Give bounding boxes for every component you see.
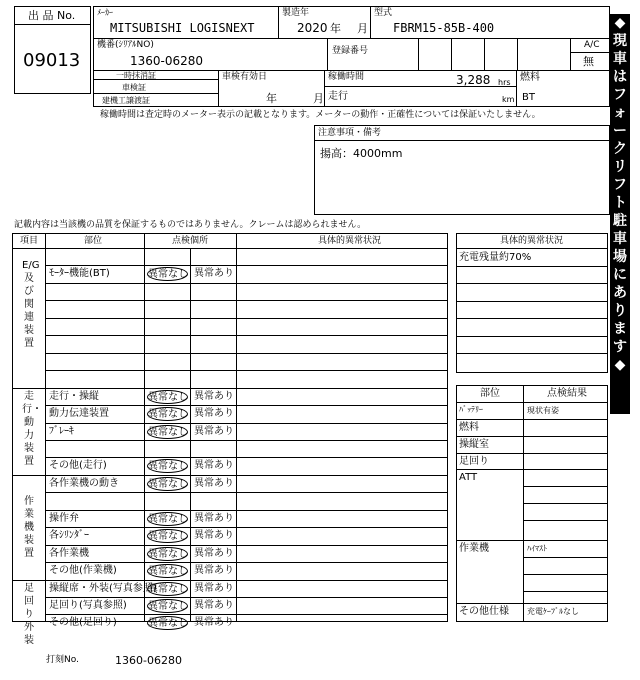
no-abnormality-option[interactable]: 異常なし bbox=[148, 391, 188, 403]
part-label: 各ｼﾘﾝﾀﾞｰ bbox=[49, 530, 89, 542]
no-abnormality-option[interactable]: 異常なし bbox=[148, 618, 188, 630]
no-abnormality-option[interactable]: 異常なし bbox=[148, 478, 188, 490]
no-abnormality-option[interactable]: 異常なし bbox=[148, 461, 188, 473]
result-part: 作業機 bbox=[459, 543, 489, 554]
part-label: 操作弁 bbox=[49, 512, 79, 524]
temp-cancel-label: 一時抹消証 bbox=[116, 71, 156, 80]
no-abnormality-option[interactable]: 異常なし bbox=[148, 566, 188, 578]
result-part: ATT bbox=[459, 472, 478, 483]
model-label: 型式 bbox=[374, 8, 393, 18]
abnormality-option[interactable]: 異常あり bbox=[194, 512, 234, 524]
part-label: その他(作業機) bbox=[49, 565, 117, 577]
ac-label: A/C bbox=[584, 40, 600, 50]
result-part: 操縦室 bbox=[459, 439, 489, 450]
part-label: 走行・操縦 bbox=[49, 390, 99, 402]
inspection-month-unit: 月 bbox=[313, 92, 324, 105]
inspection-valid-label: 車検有効日 bbox=[222, 72, 268, 82]
abnormality-option[interactable]: 異常あり bbox=[194, 530, 234, 542]
header-check-point: 点検個所 bbox=[172, 236, 209, 246]
part-label: ﾌﾞﾚｰｷ bbox=[49, 425, 74, 437]
hours-unit: hrs bbox=[498, 78, 511, 87]
no-abnormality-option[interactable]: 異常なし bbox=[148, 426, 188, 438]
part-label: 各作業機の動き bbox=[49, 477, 119, 489]
section-title: E/G及び関連装置 bbox=[22, 260, 40, 350]
hours-label: 稼働時間 bbox=[328, 72, 365, 82]
header-part: 部位 bbox=[84, 236, 103, 246]
notes-box bbox=[314, 125, 610, 215]
disclaimer: 記載内容は当該機の品質を保証するものではありません。クレームは認められません。 bbox=[14, 220, 367, 230]
abnormality-option[interactable]: 異常あり bbox=[194, 547, 234, 559]
footer-stamp-label: 打刻No. bbox=[46, 655, 79, 665]
month-unit: 月 bbox=[357, 22, 368, 35]
construction-cert-label: 建機工譲渡証 bbox=[102, 96, 150, 105]
result-part: その他仕様 bbox=[459, 606, 509, 617]
fuel-value: BT bbox=[522, 92, 535, 103]
ac-value: 無 bbox=[583, 55, 594, 68]
no-abnormality-option[interactable]: 異常なし bbox=[148, 513, 188, 525]
section-title: 足回り外装 bbox=[24, 582, 34, 646]
no-abnormality-option[interactable]: 異常なし bbox=[148, 269, 188, 281]
result-value: ﾊｲﾏｽﾄ bbox=[527, 544, 547, 553]
year-value: 2020 bbox=[297, 21, 328, 35]
travel-label: 走行 bbox=[328, 91, 348, 102]
part-label: その他(走行) bbox=[49, 460, 107, 472]
result-part: 足回り bbox=[459, 456, 489, 467]
abnormality-option[interactable]: 異常あり bbox=[194, 460, 234, 472]
part-label: 各作業機 bbox=[49, 547, 89, 559]
part-label: 動力伝達装置 bbox=[49, 408, 109, 420]
shipping-no-label: 出 品 No. bbox=[28, 9, 76, 22]
no-abnormality-option[interactable]: 異常なし bbox=[148, 531, 188, 543]
abnormality-option[interactable]: 異常あり bbox=[194, 268, 234, 280]
abnormality-option[interactable]: 異常あり bbox=[194, 408, 234, 420]
abnormal-detail-header: 具体的異常状況 bbox=[500, 236, 564, 246]
no-abnormality-option[interactable]: 異常なし bbox=[148, 583, 188, 595]
hours-notice: 稼働時間は査定時のメーター表示の記載となります。メーターの動作・正確性については保証いたしません。 bbox=[100, 110, 541, 120]
result-header-part: 部位 bbox=[480, 388, 500, 399]
result-part: 燃料 bbox=[459, 422, 479, 433]
part-label: 操縦席・外装(写真参照) bbox=[49, 582, 157, 594]
abnormality-option[interactable]: 異常あり bbox=[194, 582, 234, 594]
shipping-no-value: 09013 bbox=[23, 50, 81, 71]
maker-value: MITSUBISHI LOGISNEXT bbox=[110, 21, 255, 35]
location-banner: ◆現車はフォークリフト駐車場にあります◆ bbox=[610, 14, 630, 414]
abnormality-option[interactable]: 異常あり bbox=[194, 477, 234, 489]
result-value: 現状有姿 bbox=[527, 406, 559, 415]
serial-value: 1360-06280 bbox=[130, 54, 204, 68]
part-label: 足回り(写真参照) bbox=[49, 600, 127, 611]
part-label: ﾓｰﾀｰ機能(BT) bbox=[49, 268, 110, 280]
abnormality-option[interactable]: 異常あり bbox=[194, 425, 234, 437]
abnormality-option[interactable]: 異常あり bbox=[194, 600, 234, 611]
km-unit: km bbox=[502, 95, 515, 104]
year-unit: 年 bbox=[330, 22, 341, 35]
inspection-year-unit: 年 bbox=[266, 92, 277, 105]
notes-value: 揚高：4000mm bbox=[320, 147, 403, 160]
notes-label: 注意事項・備考 bbox=[318, 128, 382, 138]
result-part: ﾊﾞｯﾃﾘｰ bbox=[459, 405, 483, 414]
section-title: 走行・動力装置 bbox=[22, 390, 42, 467]
abnormality-option[interactable]: 異常あり bbox=[194, 390, 234, 402]
abnormality-option[interactable]: 異常あり bbox=[194, 565, 234, 577]
no-abnormality-option[interactable]: 異常なし bbox=[148, 601, 188, 612]
serial-label: 機番(ｼﾘｱﾙNO) bbox=[97, 40, 154, 50]
battery-level-text: 電残量約70% bbox=[469, 252, 532, 263]
header-detail: 具体的異常状況 bbox=[318, 236, 382, 246]
registration-label: 登録番号 bbox=[332, 46, 369, 56]
year-label: 製造年 bbox=[282, 8, 310, 18]
battery-level-prefix: 充 bbox=[459, 252, 469, 263]
abnormality-option[interactable]: 異常あり bbox=[194, 617, 234, 629]
header-item: 項目 bbox=[20, 236, 39, 246]
maker-label: ﾒｰｶｰ bbox=[97, 8, 113, 17]
fuel-label: 燃料 bbox=[520, 72, 540, 83]
hours-value: 3,288 bbox=[456, 73, 491, 87]
no-abnormality-option[interactable]: 異常なし bbox=[148, 548, 188, 560]
no-abnormality-option[interactable]: 異常なし bbox=[148, 409, 188, 421]
vehicle-cert-label: 車検証 bbox=[122, 83, 146, 92]
result-value: 充電ｹｰﾌﾞﾙなし bbox=[527, 607, 579, 616]
result-header-result: 点検結果 bbox=[547, 388, 587, 399]
footer-stamp-value: 1360-06280 bbox=[115, 654, 182, 667]
part-label: その他(足回り) bbox=[49, 617, 117, 629]
model-value: FBRM15-85B-400 bbox=[393, 21, 495, 35]
section-title: 作業機装置 bbox=[24, 495, 34, 559]
